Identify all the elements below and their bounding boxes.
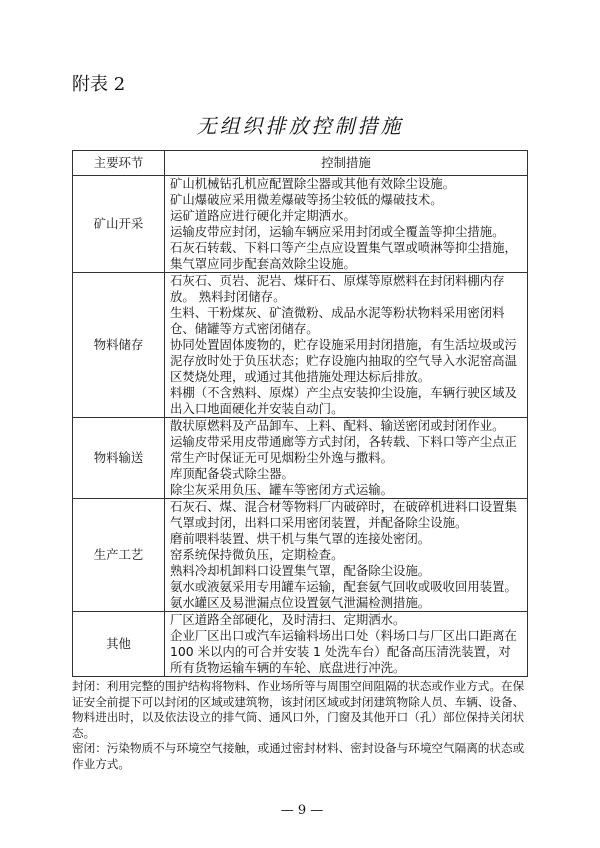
stage-cell: 其他 (73, 612, 165, 677)
measure-item: 库顶配备袋式除尘器。 (170, 466, 294, 481)
table-row (73, 273, 528, 418)
measure-item: 运矿道路应进行硬化并定期洒水。 (170, 208, 356, 223)
measure-item: 生料、干粉煤灰、矿渣微粉、成品水泥等粉状物料采用密闭料仓、储罐等方式密闭储存。 (170, 305, 505, 336)
page-number: — 9 — (280, 802, 324, 818)
table-body (73, 176, 528, 677)
page-title: 无组织排放控制措施 (196, 114, 404, 138)
column-header-measures: 控制措施 (165, 151, 528, 176)
measure-item: 石灰石、煤、混合材等物料厂内破碎时，在破碎机进料口设置集气罩或封闭，出料口采用密闭装置，并配备除尘设施。 (170, 499, 517, 530)
measure-item: 散状原燃料及产品卸车、上料、配料、输送密闭或封闭作业。 (170, 418, 505, 433)
stage-cell: 物料输送 (73, 418, 165, 499)
measure-item: 矿山机械钻孔机应配置除尘器或其他有效除尘设施。 (170, 176, 455, 191)
stage-cell: 物料储存 (73, 273, 165, 418)
measures-cell (165, 612, 528, 677)
measure-item: 料棚（不含熟料、原煤）产尘点安装抑尘设施，车辆行驶区域及出入口地面硬化并安装自动门。 (170, 385, 517, 416)
measure-item: 运输皮带应封闭，运输车辆应采用封闭或全覆盖等抑尘措施。 (170, 224, 505, 239)
measures-cell (165, 418, 528, 499)
measure-item: 除尘灰采用负压、罐车等密闭方式运输。 (170, 482, 394, 497)
control-measures-table (72, 150, 528, 677)
measures-cell (165, 499, 528, 612)
measure-item: 企业厂区出口或汽车运输料场出口处（料场口与厂区出口距离在100 米以内的可合并安装 1 处洗车台）配备高压清洗装置，对所有货物运输车辆的车轮、底盘进行冲洗。 (170, 628, 517, 675)
measures-cell (165, 273, 528, 418)
measure-item: 窑系统保持微负压，定期检查。 (170, 547, 344, 562)
measure-item: 协同处置固体废物的，贮存设施采用封闭措施，有生活垃圾或污泥存放时处于负压状态；贮存设施内抽取的空气导入水泥窑高温区焚烧处理，或通过其他措施处理达标后排放。 (170, 337, 517, 384)
measure-item: 氨水罐区及易泄漏点位设置氨气泄漏检测措施。 (170, 595, 431, 610)
measures-cell (165, 176, 528, 273)
measure-item: 磨前喂料装置、烘干机与集气罩的连接处密闭。 (170, 531, 431, 546)
stage-cell: 生产工艺 (73, 499, 165, 612)
table-row (73, 612, 528, 677)
column-header-stage: 主要环节 (73, 151, 165, 176)
measure-item: 运输皮带采用皮带通廊等方式封闭，各转载、下料口等产尘点正常生产时保证无可见烟粉尘外逸与撒料。 (170, 434, 517, 465)
page-body (72, 150, 532, 839)
footnotes (72, 679, 532, 773)
measure-item: 矿山爆破应采用微差爆破等扬尘较低的爆破技术。 (170, 192, 443, 207)
table-header-row (73, 151, 528, 176)
table-row (73, 176, 528, 273)
table-row (73, 418, 528, 499)
appendix-label: 附表 2 (72, 74, 126, 95)
spacer (72, 773, 532, 803)
stage-cell: 矿山开采 (73, 176, 165, 273)
measure-item: 氨水或液氨采用专用罐车运输，配套氨气回收或吸收回用装置。 (170, 579, 517, 594)
footnote-sealed: 密闭：污染物质不与环境空气接触，或通过密封材料、密封设备与环境空气隔离的状态或作业方式。 (72, 741, 525, 771)
measure-item: 石灰石、页岩、泥岩、煤矸石、原煤等原燃料在封闭料棚内存放。 熟料封闭储存。 (170, 273, 505, 304)
measure-item: 厂区道路全部硬化，及时清扫、定期洒水。 (170, 612, 406, 627)
footnote-enclosed: 封闭：利用完整的围护结构将物料、作业场所等与周围空间阻隔的状态或作业方式。在保证安全前提下可以封闭的区域或建筑物，该封闭区域或封闭建筑物除人员、车辆、设备、物料进出时，以及依法设立的排气筒、通风口外，门窗及其他开口（孔）部位保持关闭状态。 (72, 679, 525, 740)
measure-item: 石灰石转载、下料口等产尘点应设置集气罩或喷淋等抑尘措施，集气罩应同步配套高效除尘设施。 (170, 240, 517, 271)
measure-item: 熟料冷却机卸料口设置集气罩，配备除尘设施。 (170, 563, 431, 578)
table-row (73, 499, 528, 612)
